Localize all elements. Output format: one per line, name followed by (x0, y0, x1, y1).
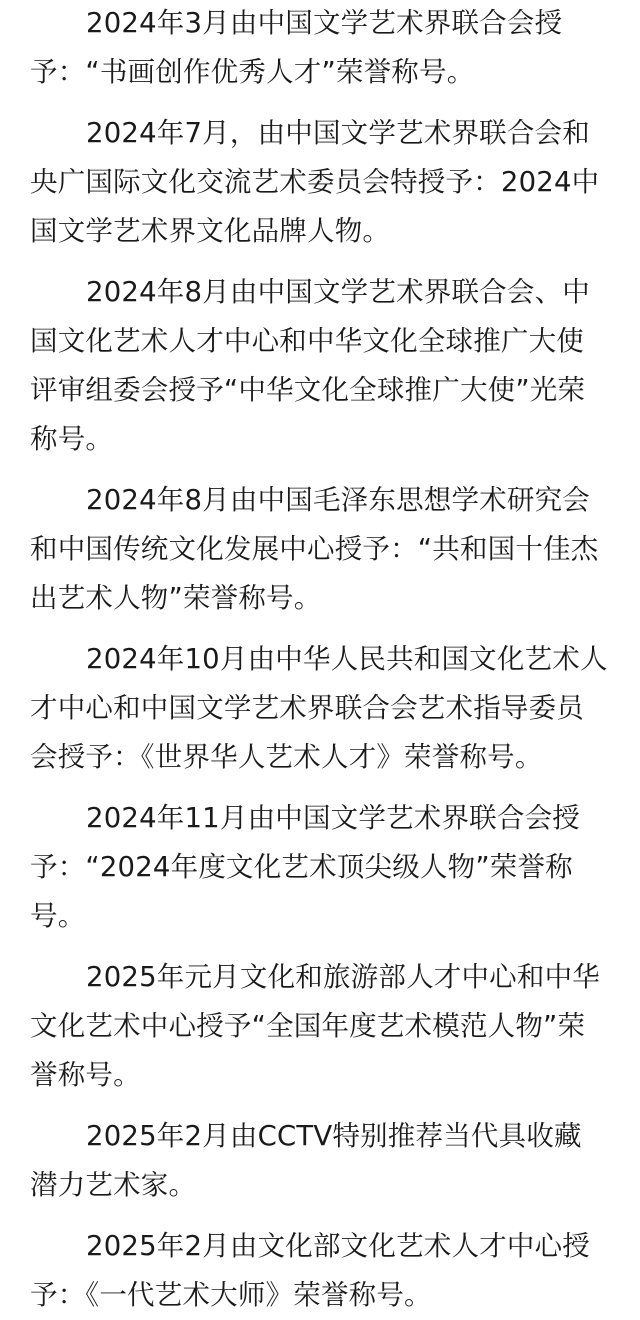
paragraph-honor-2024-10 (30, 635, 618, 782)
paragraph-line: 才中心和中国文学艺术界联合会艺术指导委员 (30, 692, 584, 724)
paragraph-honor-2024-08-a (30, 268, 618, 464)
paragraph-line: 予：“书画创作优秀人才”荣誉称号。 (30, 56, 475, 88)
paragraph-honor-2025-02-a (30, 1112, 618, 1210)
paragraph-line: 2024年8月由中国毛泽东思想学术研究会 (86, 484, 590, 516)
paragraph-line: 评审组委会授予“中华文化全球推广大使”光荣 (30, 374, 586, 406)
paragraph-honor-2024-11 (30, 794, 618, 941)
paragraph-line: 誉称号。 (30, 1059, 141, 1091)
paragraph-line: 2024年10月由中华人民共和国文化艺术人 (86, 643, 608, 675)
paragraph-line: 2024年8月由中国文学艺术界联合会、中 (86, 276, 590, 308)
paragraph-line: 和中国传统文化发展中心授予：“共和国十佳杰 (30, 533, 599, 565)
paragraph-line: 央广国际文化交流艺术委员会特授予：2024中 (30, 166, 600, 198)
paragraph-line: 国文化艺术人才中心和中华文化全球推广大使 (30, 325, 584, 357)
paragraph-honor-2025-02-b (30, 1222, 618, 1320)
paragraph-line: 予：“2024年度文化艺术顶尖级人物”荣誉称 (30, 851, 573, 883)
paragraph-honor-2024-07 (30, 109, 618, 256)
paragraph-line: 2025年元月文化和旅游部人才中心和中华 (86, 961, 600, 993)
paragraph-line: 会授予：《世界华人艺术人才》荣誉称号。 (30, 741, 543, 773)
paragraph-line: 予：《一代艺术大师》荣誉称号。 (30, 1279, 432, 1311)
paragraph-line: 2024年3月由中国文学艺术界联合会授 (86, 7, 563, 39)
paragraph-honor-2024-03 (30, 0, 618, 97)
paragraph-line: 2025年2月由CCTV特别推荐当代具收藏 (86, 1120, 582, 1152)
paragraph-line: 称号。 (30, 423, 114, 455)
paragraph-line: 2024年7月，由中国文学艺术界联合会和 (86, 117, 590, 149)
paragraph-line: 2024年11月由中国文学艺术界联合会授 (86, 802, 580, 834)
paragraph-line: 国文学艺术界文化品牌人物。 (30, 215, 391, 247)
paragraph-line: 出艺术人物”荣誉称号。 (30, 582, 322, 614)
paragraph-line: 潜力艺术家。 (30, 1169, 197, 1201)
paragraph-line: 2025年2月由文化部文化艺术人才中心授 (86, 1230, 590, 1262)
paragraph-line: 文化艺术中心授予“全国年度艺术模范人物”荣 (30, 1010, 586, 1042)
paragraph-honor-2025-01 (30, 953, 618, 1100)
paragraph-honor-2024-08-b (30, 476, 618, 623)
paragraph-line: 号。 (30, 900, 86, 932)
